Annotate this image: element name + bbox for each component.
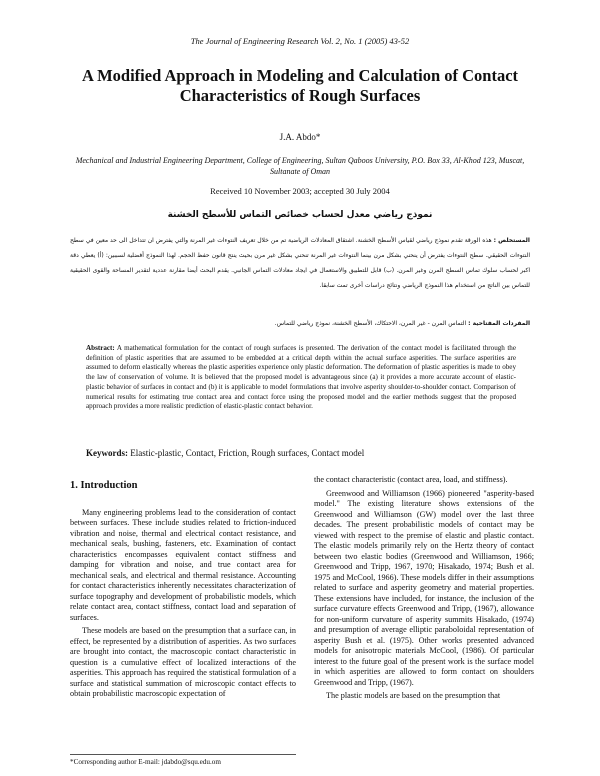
abstract — [86, 344, 516, 412]
paragraph: The plastic models are based on the presumption that — [326, 691, 501, 700]
keywords — [86, 448, 516, 458]
affiliation: Mechanical and Industrial Engineering Department, College of Engineering, Sultan Qaboos University, P.O. Box 33, Al-Khod 123, Muscat, Sultanate of Oman — [75, 156, 525, 176]
abstract-text: A mathematical formulation for the contact of rough surfaces is presented. The derivation of the contact model is facilitated through the definition of plastic asperities that are assumed to be embedded at a critical depth within the actual surface asperities. The surface asperities are assumed to deform elastically whereas the plastic asperities experience only plastic deformation. The deformation of plastic asperities is made to obey the law of conservation of volume. It is believed that the proposed model is advantageous since (a) it provides a more accurate account of elastic-plastic behavior of surfaces in contact and (b) it is applicable to model formulations that involve asperity shoulder-to-shoulder contact. Comparison of numerical results for estimating true contact area and contact force using the proposed model and the earlier methods suggest that the proposed approach provides a more realistic prediction of elastic-plastic contact behavior. — [86, 344, 516, 411]
journal-header: The Journal of Engineering Research Vol. 2, No. 1 (2005) 43-52 — [190, 36, 410, 46]
keywords-label: Keywords: — [86, 448, 128, 458]
paper-title: A Modified Approach in Modeling and Calculation of Contact Characteristics of Rough Surfaces — [81, 66, 519, 105]
arabic-title: نموذج رياضي معدل لحساب خصائص التماس للأسطح الخشنة — [167, 210, 433, 220]
arabic-keywords-text: التماس المرن - غير المرن، الاحتكاك، الأسطح الخشنة، نموذج رياضي للتماس. — [274, 320, 467, 327]
paragraph: Many engineering problems lead to the consideration of contact between surfaces. These include studies related to friction-induced vibration and noise, thermal and electrical contact resistance, and mechanical seals, bushing, fasteners, etc. Examination of contact characteristics encompasses equivalent contact stiffness and damping for vibration and noise, and true contact area for mechanical seals, and electrical and thermal resistance. Accounting for contact characteristics inherently necessitates characterization of surface topography and development of probabilistic models, which relate contact area, contact stiffness, contact load and separation of surfaces. — [70, 507, 296, 622]
author: J.A. Abdo* — [279, 132, 321, 142]
arabic-abstract-text: هذه الورقة تقدم نموذج رياضي لقياس الأسطح الخشنة. اشتقاق المعادلات الرياضية تم من خلال تعريف النتوءات غير المرنة والتي يفترض ان تتداخل الى حد معين في سطح النتوءات الحقيقي. سطح النتوءات يفترض أن ينحني بشكل مرن بينما النتوءات غير المرنة تنحني بشكل غير مرن بحيث ينتج قانون حفظ الحجم. لهذا النموذج أفضلية لسببين: (أ) يعطي دقة اكبر لحساب سلوك تماس السطح المرن وغير المرن. (ب) قابل للتطبيق والاستعمال في ايجاد معادلات التماس الجانبي. يقدم البحث أيضا مقارنة عددية لتقدير المساحة والقوى الحقيقية للتماس بين الناتج من استخدام هذا النموذج الرياضي ونتائج دراسات أخرى تمت سابقا. — [70, 237, 530, 289]
section-heading: 1. Introduction — [70, 480, 138, 491]
footnote: *Corresponding author E-mail: jdabdo@squ.edu.om — [70, 754, 296, 766]
abstract-label: Abstract: — [86, 344, 115, 352]
paragraph: Greenwood and Williamson (1966) pioneered "asperity-based model." The existing literature shows extensions of the Greenwood and Williamson (GW) model over the last three decades. The present probabilistic models of contact may be viewed with respect to the premise of elastic and plastic contact. The elastic models primarily rely on the Hertz theory of contact between two elastic bodies (Greenwood and Williamson, 1966; Greenwood and Tripp, 1967, 1970; Hisakado, 1974; Bush et al. 1975 and McCool, 1966). These models differ in their assumptions related to surface and asperity geometry and material properties. These extensions have included, for instance, the inclusion of the surface curvature effects Greenwood and Tripp, (1967), allowance for non-uniform curvature of asperity summits Hisakado, (1974) and presumption of average elliptic paraboloidal representation of asperity Bush et al. (1975). Other works presented advanced models for anisotropic materials McCool, (1986). Of particular interest to the future goal of the present work is the surface model in which asperities are allowed to form contact on shoulders Greenwood and Tripp, (1967). — [314, 488, 534, 687]
arabic-keywords — [70, 320, 530, 327]
paragraph: These models are based on the presumption that a surface can, in effect, be represented by a distribution of asperities. As two surfaces are brought into contact, the macroscopic contact characteristic in question is a cumulative effect of localized interactions of the asperities. This approach has required the statistical formulation of a surface and statistical summation of microscopic contact effects to obtain probabilistic macroscopic expectation of — [70, 626, 296, 698]
arabic-abstract-label: المستخلص : — [493, 237, 530, 244]
left-column — [70, 478, 296, 703]
arabic-keywords-label: المفردات المفتاحية : — [468, 320, 530, 327]
arabic-abstract — [70, 233, 530, 293]
received-dates: Received 10 November 2003; accepted 30 July 2004 — [210, 186, 390, 196]
keywords-text: Elastic-plastic, Contact, Friction, Rough surfaces, Contact model — [130, 448, 365, 458]
right-column — [314, 475, 534, 705]
paragraph: the contact characteristic (contact area, load, and stiffness). — [314, 475, 508, 484]
